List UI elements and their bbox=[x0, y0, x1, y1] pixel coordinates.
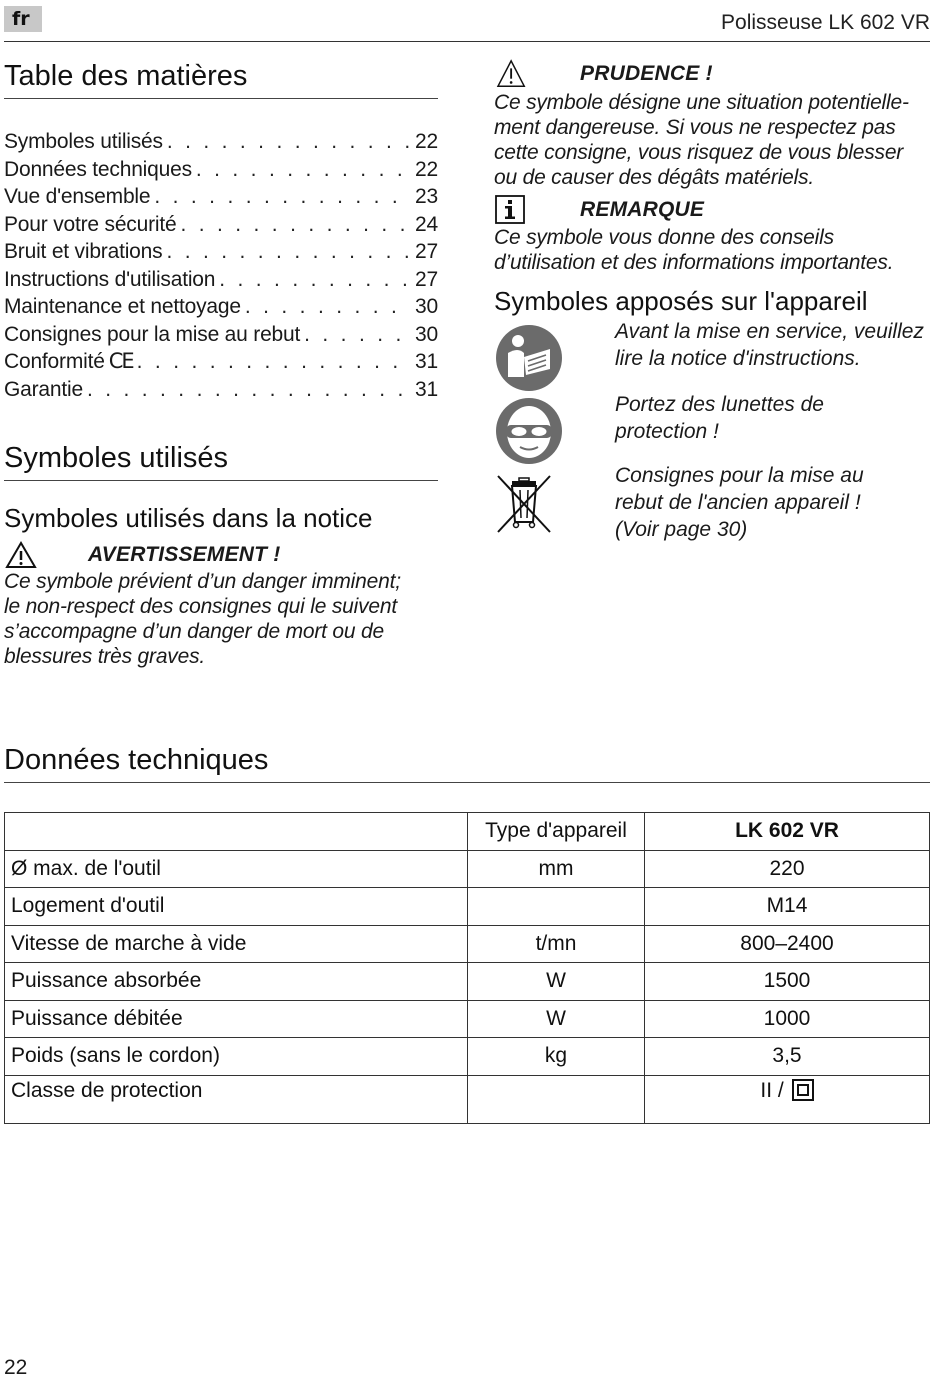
warning-triangle-icon bbox=[4, 540, 42, 570]
ce-mark-icon: CE bbox=[108, 349, 133, 373]
toc-entry-label: Bruit et vibrations bbox=[4, 240, 163, 263]
row-unit: t/mn bbox=[468, 925, 645, 963]
toc-entry-page: 31 bbox=[415, 350, 438, 373]
info-notice bbox=[494, 195, 930, 275]
device-symbols-subtitle: Symboles apposés sur l'appareil bbox=[494, 286, 868, 316]
row-value: II / bbox=[760, 1078, 784, 1102]
notice-symbols-subtitle: Symboles utilisés dans la notice bbox=[4, 503, 373, 533]
toc-entry[interactable] bbox=[4, 293, 438, 321]
caution-title: PRUDENCE ! bbox=[580, 62, 713, 85]
toc-entry-page: 24 bbox=[415, 212, 438, 236]
row-label: Poids (sans le cordon) bbox=[5, 1038, 468, 1076]
toc-leader-dots bbox=[304, 321, 411, 349]
row-value: 1000 bbox=[645, 1000, 930, 1038]
tech-data-table bbox=[4, 812, 930, 1124]
toc-entry[interactable] bbox=[4, 348, 438, 376]
toc-entry[interactable] bbox=[4, 156, 438, 184]
running-header-title: Polisseuse LK 602 VR bbox=[721, 11, 930, 34]
toc-entry-page: 23 bbox=[415, 185, 438, 208]
toc-leader-dots bbox=[166, 238, 411, 266]
table-row bbox=[5, 888, 930, 926]
toc-entry-label: Instructions d'utilisation bbox=[4, 267, 216, 291]
toc-entry[interactable] bbox=[4, 128, 438, 156]
toc-title: Table des matières bbox=[4, 60, 248, 92]
toc-entry[interactable] bbox=[4, 321, 438, 349]
row-value: M14 bbox=[645, 888, 930, 926]
toc-entry[interactable] bbox=[4, 183, 438, 211]
model-cell: LK 602 VR bbox=[645, 813, 930, 851]
table-row bbox=[5, 925, 930, 963]
page-number: 22 bbox=[4, 1356, 28, 1379]
table-header-row bbox=[5, 813, 930, 851]
row-label: Logement d'outil bbox=[5, 888, 468, 926]
row-value: 1500 bbox=[645, 963, 930, 1001]
read-manual-icon bbox=[494, 323, 564, 393]
row-unit: W bbox=[468, 963, 645, 1001]
table-row bbox=[5, 1075, 930, 1123]
row-unit bbox=[468, 1075, 645, 1123]
toc-entry-label: Garantie bbox=[4, 377, 83, 401]
toc-entry-label: Données techniques bbox=[4, 157, 192, 181]
warning-notice bbox=[4, 541, 438, 669]
toc-leader-dots bbox=[137, 348, 411, 376]
device-symbol-bin bbox=[494, 464, 930, 554]
toc-title-rule bbox=[4, 98, 438, 99]
toc-entry-page: 27 bbox=[415, 240, 438, 263]
row-unit: W bbox=[468, 1000, 645, 1038]
row-value: 220 bbox=[645, 850, 930, 888]
type-label-cell: Type d'appareil bbox=[468, 813, 645, 851]
toc-entry[interactable] bbox=[4, 266, 438, 294]
toc-entry-page: 22 bbox=[415, 130, 438, 153]
tech-data-title: Données techniques bbox=[4, 744, 269, 776]
row-value: 3,5 bbox=[645, 1038, 930, 1076]
toc-entry-page: 30 bbox=[415, 322, 438, 346]
language-badge: fr bbox=[4, 6, 42, 32]
table-row bbox=[5, 850, 930, 888]
symbols-section-title: Symboles utilisés bbox=[4, 442, 229, 474]
row-unit bbox=[468, 888, 645, 926]
table-row bbox=[5, 963, 930, 1001]
goggles-symbol-text: Portez des lunettes de protection ! bbox=[615, 393, 824, 443]
toc-entry-label: Conformité bbox=[4, 350, 105, 373]
caution-notice bbox=[494, 58, 930, 190]
toc-entry-page: 22 bbox=[415, 157, 438, 181]
symbols-title-rule bbox=[4, 480, 438, 481]
row-label: Puissance débitée bbox=[5, 1000, 468, 1038]
manual-symbol-text: Avant la mise en service, veuillez lire la notice d'instructions. bbox=[615, 320, 924, 370]
table-row bbox=[5, 1038, 930, 1076]
table-of-contents bbox=[4, 128, 438, 403]
toc-leader-dots bbox=[219, 266, 411, 294]
row-label: Classe de protection bbox=[5, 1075, 468, 1123]
protection-class-ii-icon bbox=[792, 1079, 814, 1101]
device-symbol-manual bbox=[494, 320, 930, 390]
info-icon bbox=[494, 195, 532, 225]
toc-leader-dots bbox=[196, 156, 411, 184]
toc-leader-dots bbox=[167, 128, 411, 156]
device-symbol-goggles bbox=[494, 393, 930, 466]
row-label: Puissance absorbée bbox=[5, 963, 468, 1001]
toc-entry-page: 31 bbox=[415, 377, 438, 401]
warning-text: Ce symbole prévient d’un danger imminent; le non-respect des consignes qui le suivent s’accompagne d’un danger de mort ou de blessures très graves. bbox=[4, 570, 401, 668]
crossed-bin-icon bbox=[494, 472, 556, 538]
toc-entry[interactable] bbox=[4, 376, 438, 404]
caution-triangle-icon bbox=[494, 59, 532, 89]
toc-leader-dots bbox=[87, 376, 411, 404]
protection-class-cell bbox=[645, 1075, 930, 1123]
toc-entry-page: 30 bbox=[415, 295, 438, 318]
toc-leader-dots bbox=[180, 211, 411, 239]
caution-text: Ce symbole désigne une situation potentielle- ment dangereuse. Si vous ne respectez pas cette consigne, vous risquez de vous blesser ou de causer des dégâts matériels. bbox=[494, 91, 909, 189]
row-unit: kg bbox=[468, 1038, 645, 1076]
safety-goggles-icon bbox=[494, 396, 564, 466]
row-label: Ø max. de l'outil bbox=[5, 850, 468, 888]
header-divider bbox=[4, 41, 930, 42]
toc-entry[interactable] bbox=[4, 238, 438, 266]
toc-entry-label: Consignes pour la mise au rebut bbox=[4, 322, 301, 346]
toc-entry[interactable] bbox=[4, 211, 438, 239]
toc-entry-label: Symboles utilisés bbox=[4, 130, 163, 153]
table-row bbox=[5, 1000, 930, 1038]
tech-data-title-rule bbox=[4, 782, 930, 783]
toc-entry-label: Maintenance et nettoyage bbox=[4, 295, 241, 318]
info-text: Ce symbole vous donne des conseils d’utilisation et des informations importantes. bbox=[494, 226, 894, 274]
row-label: Vitesse de marche à vide bbox=[5, 925, 468, 963]
toc-entry-label: Pour votre sécurité bbox=[4, 212, 177, 236]
toc-leader-dots bbox=[154, 183, 411, 211]
toc-entry-page: 27 bbox=[415, 267, 438, 291]
row-value: 800–2400 bbox=[645, 925, 930, 963]
row-unit: mm bbox=[468, 850, 645, 888]
toc-entry-label: Vue d'ensemble bbox=[4, 185, 151, 208]
toc-leader-dots bbox=[245, 293, 411, 321]
info-title: REMARQUE bbox=[580, 198, 705, 221]
warning-title: AVERTISSEMENT ! bbox=[88, 543, 281, 566]
bin-symbol-text: Consignes pour la mise au rebut de l'ancien appareil ! (Voir page 30) bbox=[615, 464, 864, 541]
